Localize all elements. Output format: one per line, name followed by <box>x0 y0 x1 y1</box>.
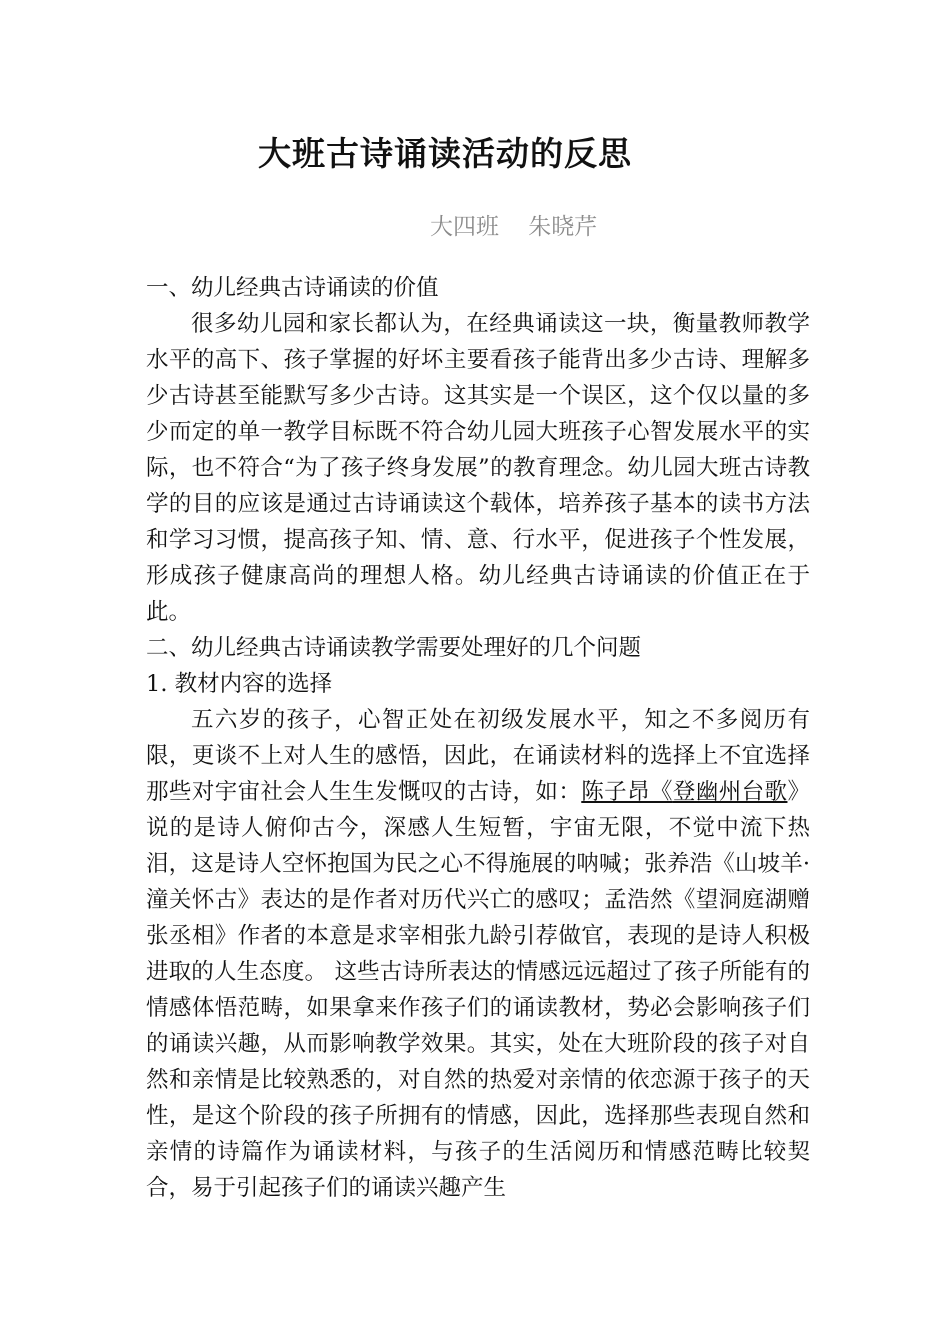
section-1-paragraph: 很多幼儿园和家长都认为，在经典诵读这一块，衡量教师教学水平的高下、孩子掌握的好坏主要看孩子能背出多少古诗、理解多少古诗甚至能默写多少古诗。这其实是一个误区，这个仅以量的多少而定的单一教学目标既不符合幼儿园大班孩子心智发展水平的实际，也不符合“为了孩子终身发展”的教育理念。幼儿园大班古诗教学的目的应该是通过古诗诵读这个载体，培养孩子基本的读书方法和学习习惯，提高孩子知、情、意、行水平，促进孩子个性发展，形成孩子健康高尚的理想人格。幼儿经典古诗诵读的价值正在于此。 <box>146 311 810 625</box>
poem-title-link-open[interactable]: 《 <box>650 779 673 805</box>
author-line: 大四班 朱晓芹 <box>430 214 598 240</box>
section-1-heading: 一、幼儿经典古诗诵读的价值 <box>146 275 439 301</box>
poem-title-link[interactable]: 登幽州台歌 <box>672 779 788 805</box>
section-2-heading: 二、幼儿经典古诗诵读教学需要处理好的几个问题 <box>146 635 642 661</box>
page-title: 大班古诗诵读活动的反思 <box>258 134 632 173</box>
document-body <box>146 270 810 1206</box>
subsection-1-heading: 1. 教材内容的选择 <box>146 671 333 697</box>
paragraph-text-part2: 》说的是诗人俯仰古今，深感人生短暂，宇宙无限，不觉中流下热泪，这是诗人空怀抱国为民之心不得施展的呐喊；张养浩《山坡羊·潼关怀古》表达的是作者对历代兴亡的感叹；孟浩然《望洞庭湖赠张丞相》作者的本意是求宰相张九龄引荐做官，表现的是诗人积极进取的人生态度。 这些古诗所表达的情感远远超过了孩子所能有的情感体悟范畴，如果拿来作孩子们的诵读教材，势必会影响孩子们的诵读兴趣，从而影响教学效果。其实，处在大班阶段的孩子对自然和亲情是比较熟悉的，对自然的热爱对亲情的依恋源于孩子的天性，是这个阶段的孩子所拥有的情感，因此，选择那些表现自然和亲情的诗篇作为诵读材料，与孩子的生活阅历和情感范畴比较契合，易于引起孩子们的诵读兴趣产生 <box>146 779 810 1201</box>
paragraph-text-part1: 五六岁的孩子，心智正处在初级发展水平，知之不多阅历有限，更谈不上对人生的感悟，因此，在诵读材料的选择上不宜选择那些对宇宙社会人生生发慨叹的古诗，如： <box>146 707 810 805</box>
poet-link[interactable]: 陈子昂 <box>581 779 650 805</box>
subsection-1-paragraph <box>146 702 810 1206</box>
